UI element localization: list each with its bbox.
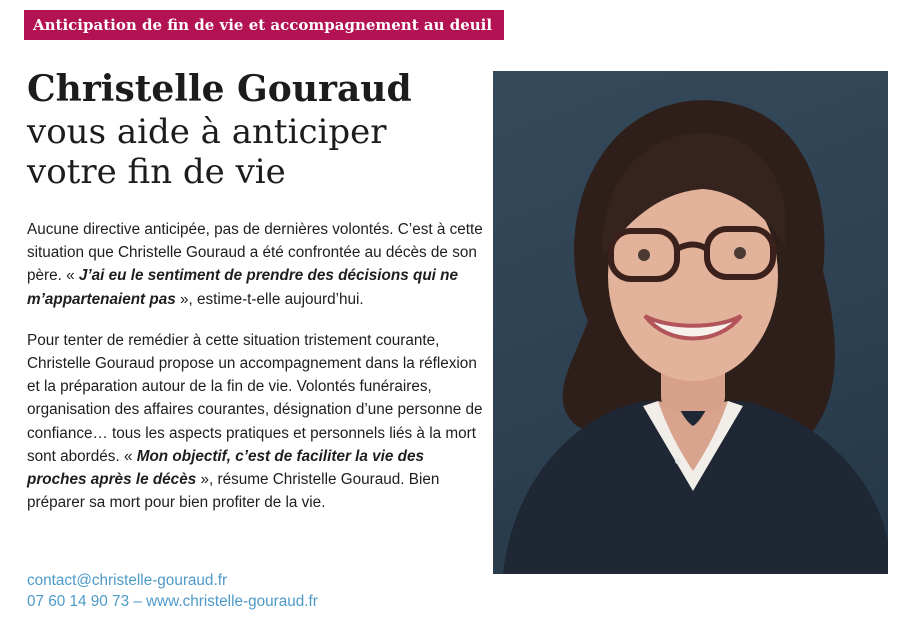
article-title <box>27 66 487 192</box>
title-subtitle-line-2: votre fin de vie <box>27 152 286 192</box>
contact-email-link[interactable]: contact@christelle-gouraud.fr <box>27 572 228 589</box>
right-eye <box>734 247 746 259</box>
contact-block <box>27 570 318 612</box>
person-name: Christelle Gouraud <box>27 68 412 110</box>
portrait-photo <box>493 71 888 574</box>
category-banner: Anticipation de fin de vie et accompagnement au deuil <box>24 10 504 40</box>
service-text-start: Pour tenter de remédier à cette situation tristement courante, Christelle Gouraud propose un accompagnement dans la réflexion et la préparation autour de la fin de vie. Volontés funéraires, organisation des affaires courantes, désignation d’une personne de confiance… tous les aspects pratiques et personnels liés à la mort sont abordés. « <box>27 331 483 465</box>
service-paragraph <box>27 329 487 515</box>
portrait-illustration <box>493 71 888 574</box>
intro-quote: J’ai eu le sentiment de prendre des décisions qui ne m’appartenaient pas <box>27 267 459 308</box>
intro-paragraph <box>27 218 487 311</box>
left-eye <box>638 249 650 261</box>
service-quote: Mon objectif, c’est de faciliter la vie des proches après le décès <box>27 447 425 489</box>
intro-text-start: Aucune directive anticipée, pas de dernières volontés. C’est à cette situation que Christelle Gouraud a été confrontée au décès de son père. « <box>27 221 483 285</box>
title-subtitle-line-1: vous aide à anticiper <box>27 112 387 152</box>
contact-phone-website-link[interactable]: 07 60 14 90 73 – www.christelle-gouraud.fr <box>27 593 318 610</box>
pendant-icon <box>675 458 681 464</box>
intro-text-end: », estime-t-elle aujourd’hui. <box>175 290 364 308</box>
service-text-end: », résume Christelle Gouraud. Bien préparer sa mort pour bien profiter de la vie. <box>27 471 440 512</box>
article-body <box>27 218 487 514</box>
